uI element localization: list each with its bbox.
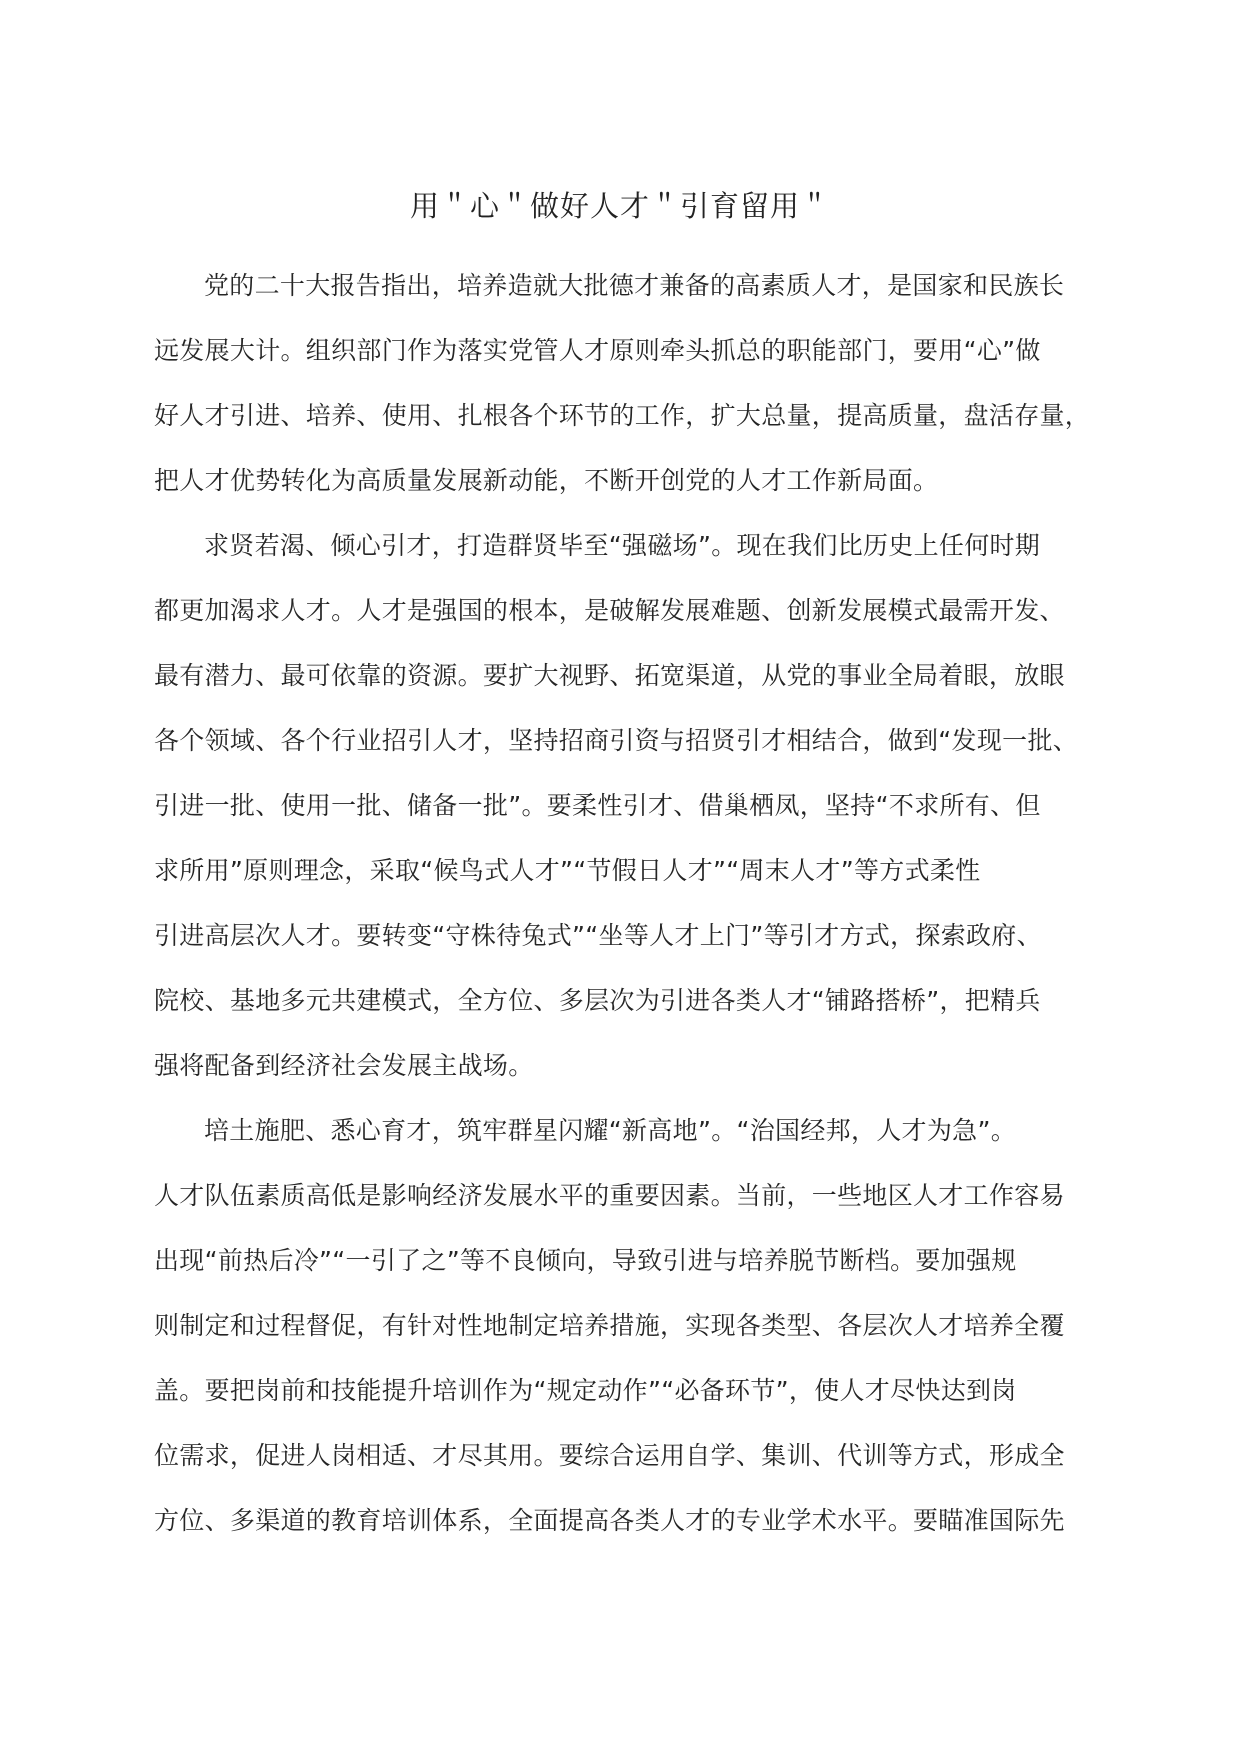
paragraph-line: 党的二十大报告指出，培养造就大批德才兼备的高素质人才，是国家和民族长	[204, 271, 1065, 300]
document-title: 用＂心＂做好人才＂引育留用＂	[409, 189, 830, 223]
paragraph-2	[154, 526, 1084, 1111]
paragraph-line: 远发展大计。组织部门作为落实党管人才原则牵头抓总的职能部门，要用“心”做	[154, 336, 1041, 365]
paragraph-line: 强将配备到经济社会发展主战场。	[154, 1051, 534, 1080]
paragraph-line: 位需求，促进人岗相适、才尽其用。要综合运用自学、集训、代训等方式，形成全	[154, 1441, 1065, 1470]
paragraph-line: 求所用”原则理念，采取“候鸟式人才”“节假日人才”“周末人才”等方式柔性	[154, 856, 981, 885]
document-body	[154, 266, 1091, 1566]
paragraph-line: 人才队伍素质高低是影响经济发展水平的重要因素。当前，一些地区人才工作容易	[154, 1181, 1065, 1210]
paragraph-3	[154, 1111, 1084, 1566]
paragraph-line: 引进高层次人才。要转变“守株待兔式”“坐等人才上门”等引才方式，探索政府、	[154, 921, 1042, 950]
paragraph-line: 出现“前热后冷”“一引了之”等不良倾向，导致引进与培养脱节断档。要加强规	[154, 1246, 1017, 1275]
paragraph-line: 培土施肥、悉心育才，筑牢群星闪耀“新高地”。“治国经邦，人才为急”。	[204, 1116, 1017, 1145]
paragraph-line: 把人才优势转化为高质量发展新动能，不断开创党的人才工作新局面。	[154, 466, 939, 495]
paragraph-line: 则制定和过程督促，有针对性地制定培养措施，实现各类型、各层次人才培养全覆	[154, 1311, 1065, 1340]
paragraph-line: 引进一批、使用一批、储备一批”。要柔性引才、借巢栖凤，坚持“不求所有、但	[154, 791, 1041, 820]
paragraph-line: 各个领域、各个行业招引人才，坚持招商引资与招贤引才相结合，做到“发现一批、	[154, 726, 1079, 755]
paragraph-line: 盖。要把岗前和技能提升培训作为“规定动作”“必备环节”，使人才尽快达到岗	[154, 1376, 1017, 1405]
paragraph-1	[154, 266, 1091, 526]
paragraph-line: 求贤若渴、倾心引才，打造群贤毕至“强磁场”。现在我们比历史上任何时期	[204, 531, 1041, 560]
paragraph-line: 都更加渴求人才。人才是强国的根本，是破解发展难题、创新发展模式最需开发、	[154, 596, 1065, 625]
paragraph-line: 院校、基地多元共建模式，全方位、多层次为引进各类人才“铺路搭桥”，把精兵	[154, 986, 1041, 1015]
paragraph-line: 最有潜力、最可依靠的资源。要扩大视野、拓宽渠道，从党的事业全局着眼，放眼	[154, 661, 1065, 690]
paragraph-line: 方位、多渠道的教育培训体系，全面提高各类人才的专业学术水平。要瞄准国际先	[154, 1506, 1065, 1535]
paragraph-line: 好人才引进、培养、使用、扎根各个环节的工作，扩大总量，提高质量，盘活存量，	[154, 401, 1091, 430]
